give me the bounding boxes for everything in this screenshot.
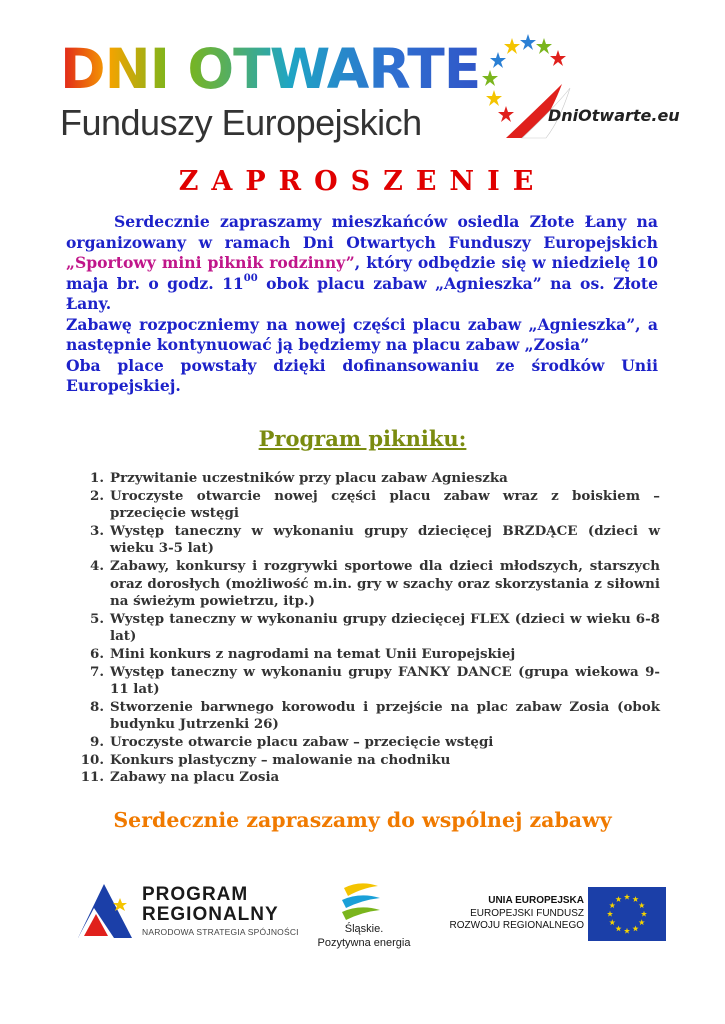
- program-item: [76, 646, 660, 664]
- eu-star-icon: [624, 894, 630, 900]
- eu-star-icon: [641, 911, 647, 917]
- program-item: [76, 470, 660, 488]
- brand-logo: [60, 37, 481, 146]
- program-item-number: 1.: [90, 470, 104, 486]
- brand-word-otwarte: OTWARTE: [187, 37, 481, 101]
- program-item: [76, 523, 660, 558]
- brand-title: [60, 37, 481, 101]
- program-item-text: Konkurs plastyczny – malowanie na chodniku: [110, 751, 451, 768]
- eu-label: UNIA EUROPEJSKA: [488, 895, 584, 906]
- program-item-text: Uroczyste otwarcie placu zabaw – przecięcie wstęgi: [110, 733, 494, 750]
- intro-text-c: obok placu zabaw „Agnieszka” na os. Złote Łany.: [66, 273, 658, 313]
- program-regionalny-text: [142, 885, 299, 939]
- program-item-number: 4.: [90, 557, 104, 574]
- program-item-text: Występ taneczny w wykonaniu grupy dziecięcej FLEX (dzieci w wieku 6-8 lat): [110, 610, 660, 645]
- eu-fund-text: [424, 895, 584, 933]
- eu-star-icon: [615, 926, 621, 932]
- closing-text: Serdecznie zapraszamy do wspólnej zabawy: [113, 808, 612, 832]
- program-item-text: Zabawy na placu Zosia: [110, 769, 280, 786]
- time-superscript: 00: [243, 272, 258, 284]
- program-item-number: 5.: [90, 610, 104, 627]
- program-regionalny-logo-icon: [74, 878, 136, 942]
- program-item-number: 3.: [90, 522, 104, 539]
- program-item-number: 6.: [90, 645, 104, 662]
- eu-flag-icon: [588, 887, 666, 941]
- program-item-text: Zabawy, konkursy i rozgrywki sportowe dla dzieci młodszych, starszych oraz dorosłych (możliwość m.in. gry w szachy oraz skorzystania z siłowni na świeżym powietrzu, itp.): [110, 557, 660, 610]
- stars-logo-icon: [476, 30, 676, 150]
- program-item: [76, 734, 660, 752]
- intro-text: [66, 212, 658, 397]
- pozytywna-energia-label: Pozytywna energia: [317, 937, 411, 949]
- intro-text-b: , który odbędzie się w niedzielę 10 maja br. o godz. 11: [66, 253, 658, 293]
- eu-star-icon: [624, 928, 630, 934]
- program-item-text: Mini konkurs z nagrodami na temat Unii Europejskiej: [110, 645, 516, 662]
- eu-star-icon: [639, 902, 645, 908]
- eu-star-icon: [639, 919, 645, 925]
- eu-star-icon: [609, 919, 615, 925]
- event-name-highlight: „Sportowy mini piknik rodzinny”: [66, 253, 355, 272]
- program-item-number: 7.: [90, 663, 104, 680]
- slaskie-logo-icon: [338, 878, 384, 928]
- program-item: [76, 769, 660, 787]
- program-item: [76, 558, 660, 611]
- program-item: [76, 699, 660, 734]
- program-item-text: Występ taneczny w wykonaniu grupy FANKY DANCE (grupa wiekowa 9-11 lat): [110, 663, 660, 698]
- nss-label: NARODOWA STRATEGIA SPÓJNOŚCI: [142, 927, 299, 937]
- program-item-text: Występ taneczny w wykonaniu grupy dziecięcej BRZDĄCE (dzieci w wieku 3-5 lat): [110, 522, 660, 557]
- program-item: [76, 752, 660, 770]
- program-item-text: Uroczyste otwarcie nowej części placu zabaw wraz z boiskiem – przecięcie wstęgi: [110, 487, 660, 522]
- program-item-number: 9.: [90, 733, 104, 750]
- eu-star-icon: [632, 926, 638, 932]
- program-item-text: Stworzenie barwnego korowodu i przejście na plac zabaw Zosia (obok budynku Jutrzenki 26): [110, 698, 660, 733]
- eu-star-icon: [609, 902, 615, 908]
- eu-star-icon: [607, 911, 613, 917]
- eu-fund-label: EUROPEJSKI FUNDUSZ: [470, 907, 584, 919]
- program-heading: Program pikniku:: [258, 426, 467, 451]
- brand-word-dni: DNI: [60, 37, 170, 101]
- intro-paragraph-3: Oba place powstały dzięki dofinansowaniu ze środków Unii Europejskiej.: [66, 355, 658, 395]
- intro-text-a: Serdecznie zapraszamy mieszkańców osiedla Złote Łany na organizowany w ramach Dni Otwartych Funduszy Europejskich: [66, 212, 658, 252]
- intro-paragraph-1: [66, 212, 658, 315]
- program-item-number: 8.: [90, 698, 104, 715]
- program-item: [76, 488, 660, 523]
- slaskie-text: [316, 922, 412, 950]
- program-item-number: 11.: [80, 769, 104, 786]
- program-item-text: Przywitanie uczestników przy placu zabaw Agnieszka: [110, 470, 508, 486]
- program-label: PROGRAM: [142, 884, 249, 905]
- regionalny-label: REGIONALNY: [142, 904, 279, 925]
- slaskie-label: Śląskie.: [344, 923, 384, 935]
- eu-regional-label: ROZWOJU REGIONALNEGO: [449, 920, 584, 931]
- program-item: [76, 611, 660, 646]
- intro-paragraph-2: Zabawę rozpoczniemy na nowej części placu zabaw „Agnieszka”, a następnie kontynuować ją będziemy na placu zabaw „Zosia”: [66, 314, 658, 354]
- page-title: ZAPROSZENIE: [178, 166, 547, 197]
- brand-subtitle: Funduszy Europejskich: [60, 102, 422, 143]
- eu-star-icon: [615, 896, 621, 902]
- dniotwarte-eu-label: DniOtwarte.eu: [548, 106, 680, 125]
- program-list: [76, 470, 660, 787]
- program-item-number: 10.: [80, 751, 104, 768]
- program-item: [76, 664, 660, 699]
- eu-star-icon: [632, 896, 638, 902]
- program-item-number: 2.: [90, 487, 104, 504]
